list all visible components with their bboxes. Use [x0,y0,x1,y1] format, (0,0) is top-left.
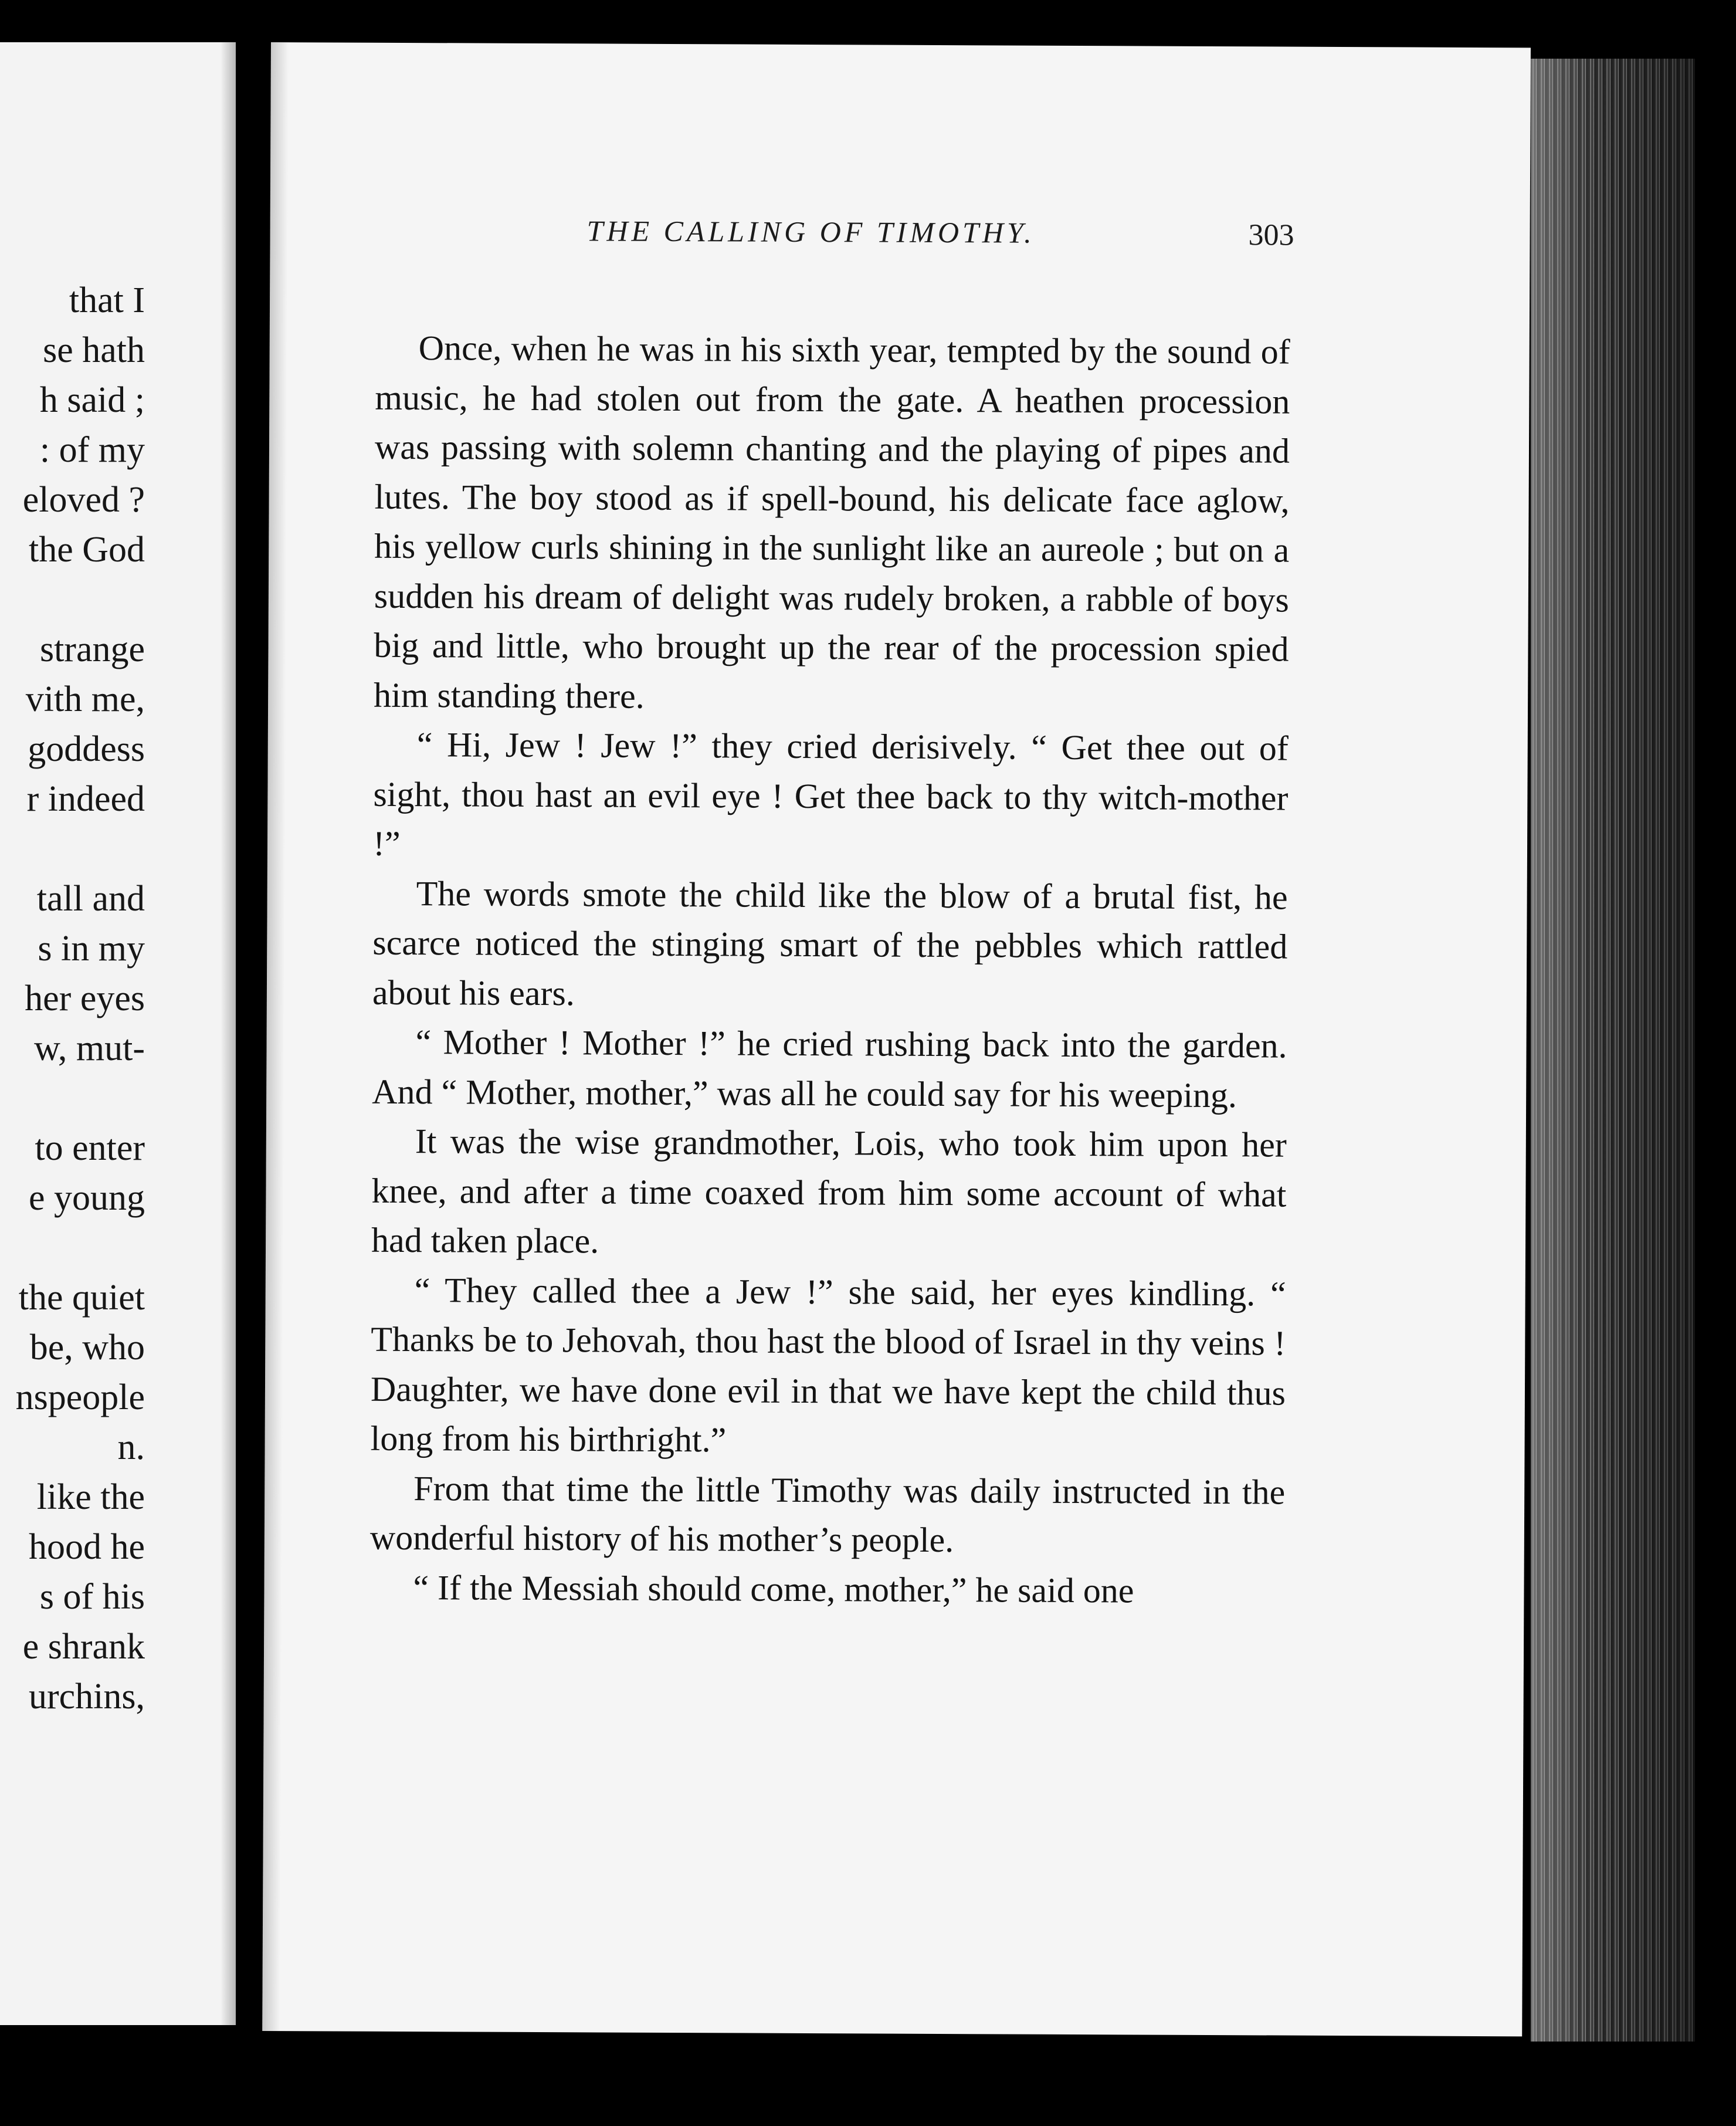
paragraph: From that time the little Timothy was daily instructed in the wonderful history of his mother’s people. [369,1468,1286,1560]
left-page-line: se hath [43,330,145,370]
running-head [270,212,1530,265]
left-page-line: : of my [39,430,145,470]
left-page-line: r indeed [26,779,145,819]
left-page-line: h said ; [39,380,145,420]
left-page-line: vith me, [25,679,145,719]
left-page-line: like the [36,1477,145,1517]
left-page-line: that I [69,280,145,320]
left-page-line: her eyes [25,979,145,1018]
left-page-line: to enter [35,1128,145,1168]
left-page-line: the God [28,530,145,570]
paragraph: It was the wise grandmother, Lois, who took him upon her knee, and after a time coaxed from him some account of what had taken place. [371,1122,1287,1261]
left-page-line: s of his [39,1577,145,1617]
left-page-line: n. [117,1427,145,1467]
book-fore-edge [1531,59,1695,2042]
paragraph: Once, when he was in his sixth year, tempted by the sound of music, he had stolen out from the gate. A heathen procession was passing with solemn chanting and the playing of pipes and lutes. The boy stood as if spell-bound, his delicate face aglow, his yellow curls shining in the sunlight like an aureole ; but on a sudden his dream of delight was rudely broken, a rabble of boys big and little, who brought up the rear of the procession spied him standing there. [374,329,1290,716]
left-page-line: urchins, [28,1677,145,1717]
left-page-line: the quiet [18,1278,145,1318]
left-page-line: w, mut- [34,1028,145,1068]
left-page-line: hood he [28,1527,145,1567]
paragraph: The words smote the child like the blow of a brutal fist, he scarce noticed the stinging smart of the pebbles which rattled about his ears. [372,874,1288,1013]
paragraph: “ If the Messiah should come, mother,” he said one [413,1568,1134,1610]
background-edge [1695,0,1736,2126]
left-page-line: e shrank [22,1627,145,1667]
left-page-line: nspeople [15,1377,145,1417]
paragraph: “ Mother ! Mother !” he cried rushing back into the garden. And “ Mother, mother,” was all he could say for his weeping. [372,1023,1287,1115]
paragraph: “ Hi, Jew ! Jew !” they cried derisively. “ Get thee out of sight, thou hast an evil eye ! Get thee back to thy witch-mother !” [372,725,1289,863]
left-page-line: be, who [29,1328,145,1367]
right-page [262,42,1531,2036]
fore-edge-shading [1531,59,1695,2042]
left-page-line: s in my [38,929,145,969]
left-page-line: eloved ? [22,480,145,520]
left-page-line: tall and [36,879,145,919]
running-title: THE CALLING OF TIMOTHY. [586,214,1035,249]
paragraph: “ They called thee a Jew !” she said, her eyes kindling. “ Thanks be to Jehovah, thou hast the blood of Israel in thy veins ! Daughter, we have done evil in that we have kept the child thus long from his birthright.” [370,1270,1286,1460]
left-page-line: goddess [28,729,145,769]
left-page-line: e young [28,1178,145,1218]
left-page-line: strange [39,629,145,669]
left-facing-page [0,42,236,2025]
page-number: 303 [1248,218,1294,252]
gutter-shadow [221,42,236,2025]
body-text [369,323,1290,1616]
